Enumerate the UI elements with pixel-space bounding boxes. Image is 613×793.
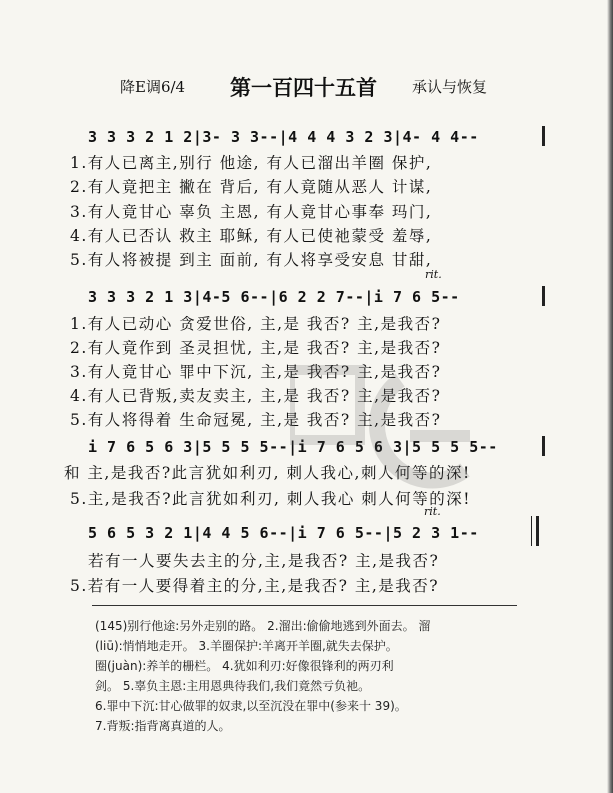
footnote-line: 剑。 5.辜负主恩:主用恩典待我们,我们竟然亏负祂。 xyxy=(95,679,371,693)
ritardando-mark: rit. xyxy=(425,268,442,281)
lyric-line: 3.有人竟甘心 辜负 主恩, 有人竟甘心事奉 玛门, xyxy=(70,203,433,221)
footnote-line: (liū):悄悄地走开。 3.羊圈保护:羊离开羊圈,就失去保护。 xyxy=(95,639,398,653)
lyric-line: 若有一人要失去主的分,主,是我否? 主,是我否? xyxy=(88,552,440,570)
notation-line: 5 6 5 3 2 1|4 4 5 6--|i 7 6 5--|5 2 3 1-- xyxy=(88,524,479,542)
hymn-subtitle: 承认与恢复 xyxy=(412,78,488,96)
lyric-line: 2.有人竟把主 撇在 背后, 有人竟随从恶人 计谋, xyxy=(70,178,433,196)
end-barline xyxy=(542,126,545,146)
lyric-line: 1.有人已动心 贪爱世俗, 主,是 我否? 主,是我否? xyxy=(70,315,442,333)
watermark-logo xyxy=(290,360,490,500)
lyric-line: 4.有人已背叛,卖友卖主, 主,是 我否? 主,是我否? xyxy=(70,387,442,405)
lyric-line: 4.有人已否认 救主 耶稣, 有人已使祂蒙受 羞辱, xyxy=(70,227,433,245)
notation-line: 3 3 3 2 1 3|4-5 6--|6 2 2 7--|i 7 6 5-- xyxy=(88,288,460,306)
end-barline xyxy=(542,286,545,306)
page-edge xyxy=(607,0,613,793)
footnote-line: 圈(juàn):养羊的栅栏。 4.犹如利刃:好像很锋利的两刃利 xyxy=(95,659,394,673)
key-signature: 降E调6/4 xyxy=(120,78,186,96)
hymn-title: 第一百四十五首 xyxy=(230,76,377,100)
footnote-separator xyxy=(92,605,517,606)
lyric-line: 3.有人竟甘心 罪中下沉, 主,是 我否? 主,是我否? xyxy=(70,363,442,381)
lyric-line: 5.主,是我否?此言犹如利刃, 刺人我心 刺人何等的深! xyxy=(70,490,472,508)
footnote-line: (145)别行他途:另外走别的路。 2.溜出:偷偷地逃到外面去。 溜 xyxy=(95,619,431,633)
lyric-line: 5.有人将得着 生命冠冕, 主,是 我否? 主,是我否? xyxy=(70,411,442,429)
lyric-line: 5.有人将被提 到主 面前, 有人将享受安息 甘甜, xyxy=(70,251,433,269)
ritardando-mark: rit. xyxy=(424,505,441,518)
final-barline-thin xyxy=(531,516,532,546)
hymn-header xyxy=(0,72,613,100)
lyric-line: 1.有人已离主,别行 他途, 有人已溜出羊圈 保护, xyxy=(70,154,433,172)
lyric-line: 5.若有一人要得着主的分,主,是我否? 主,是我否? xyxy=(70,577,440,595)
final-barline xyxy=(536,516,539,546)
footnote-line: 6.罪中下沉:甘心做罪的奴隶,以至沉没在罪中(参来十 39)。 xyxy=(95,699,407,713)
footnote-line: 7.背叛:指背离真道的人。 xyxy=(95,719,231,733)
end-barline xyxy=(542,436,545,456)
notation-line: 3 3 3 2 1 2|3- 3 3--|4 4 4 3 2 3|4- 4 4-- xyxy=(88,128,479,146)
lyric-line: 2.有人竟作到 圣灵担忧, 主,是 我否? 主,是我否? xyxy=(70,339,442,357)
notation-line: i 7 6 5 6 3|5 5 5 5--|i 7 6 5 6 3|5 5 5 5-- xyxy=(88,438,498,456)
lyric-line: 和 主,是我否?此言犹如利刃, 刺人我心,刺人何等的深! xyxy=(64,464,471,482)
